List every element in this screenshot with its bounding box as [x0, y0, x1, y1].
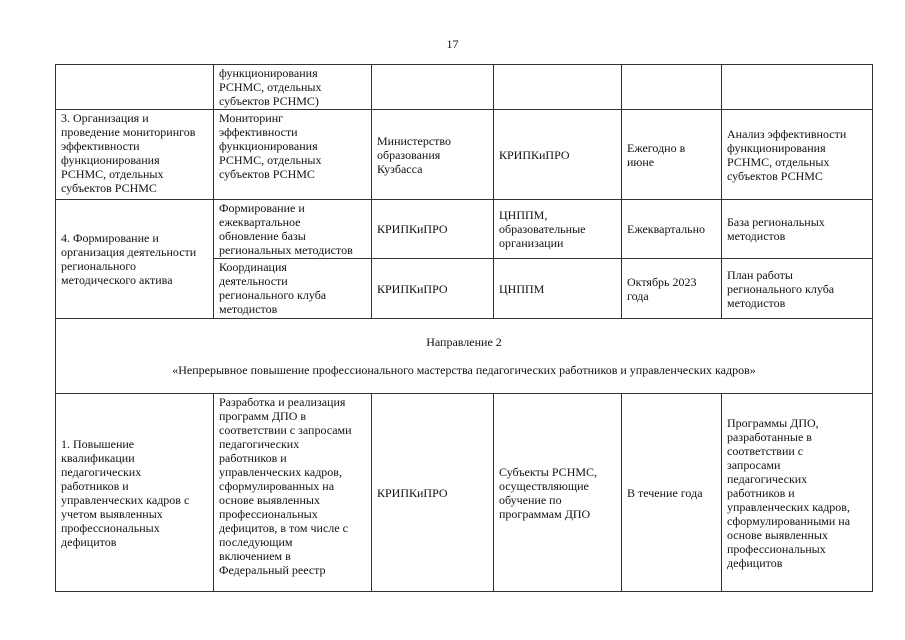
- participants-cell: КРИПКиПРО: [494, 110, 622, 200]
- activity-cell: 1. Повышение квалификации педагогических работников и управленческих кадров с учетом выявленных профессиональных дефицитов: [56, 394, 214, 592]
- table-row: [56, 394, 873, 592]
- direction-title: Направление 2: [426, 335, 502, 349]
- result-cell: Анализ эффективности функционирования РСНМС, отдельных субъектов РСНМС: [722, 110, 873, 200]
- activity-cell: 4. Формирование и организация деятельности регионального методического актива: [56, 200, 214, 319]
- table-cell: [494, 65, 622, 110]
- deadline-cell: Ежегодно в июне: [622, 110, 722, 200]
- direction-row: [56, 319, 873, 394]
- event-cell: Разработка и реализация программ ДПО в соответствии с запросами педагогических работников и управленческих кадров, сформулированных на основе выявленных профессиональных дефицитов, в том числе с последующим включением в Федеральный реестр: [214, 394, 372, 592]
- plan-table: [55, 64, 873, 592]
- event-cell: Мониторинг эффективности функционирования РСНМС, отдельных субъектов РСНМС: [214, 110, 372, 200]
- deadline-cell: В течение года: [622, 394, 722, 592]
- table-cell: [56, 65, 214, 110]
- result-cell: База региональных методистов: [722, 200, 873, 259]
- responsible-cell: Министерство образования Кузбасса: [372, 110, 494, 200]
- activity-cell: 3. Организация и проведение мониторингов эффективности функционирования РСНМС, отдельных субъектов РСНМС: [56, 110, 214, 200]
- participants-cell: ЦНППМ, образовательные организации: [494, 200, 622, 259]
- table-cell: [722, 65, 873, 110]
- table-row: [56, 110, 873, 200]
- table-row: [56, 65, 873, 110]
- table-cell: [372, 65, 494, 110]
- deadline-cell: Октябрь 2023 года: [622, 259, 722, 319]
- table-cell: функционирования РСНМС, отдельных субъектов РСНМС): [214, 65, 372, 110]
- responsible-cell: КРИПКиПРО: [372, 394, 494, 592]
- responsible-cell: КРИПКиПРО: [372, 259, 494, 319]
- responsible-cell: КРИПКиПРО: [372, 200, 494, 259]
- page-number: 17: [446, 37, 459, 51]
- participants-cell: Субъекты РСНМС, осуществляющие обучение по программам ДПО: [494, 394, 622, 592]
- table-cell: [622, 65, 722, 110]
- deadline-cell: Ежеквартально: [622, 200, 722, 259]
- result-cell: План работы регионального клуба методистов: [722, 259, 873, 319]
- event-cell: Координация деятельности регионального клуба методистов: [214, 259, 372, 319]
- table-row: [56, 200, 873, 259]
- direction-heading: [56, 319, 873, 394]
- direction-subtitle: «Непрерывное повышение профессионального мастерства педагогических работников и управленческих кадров»: [172, 363, 756, 377]
- event-cell: Формирование и ежеквартальное обновление базы региональных методистов: [214, 200, 372, 259]
- participants-cell: ЦНППМ: [494, 259, 622, 319]
- result-cell: Программы ДПО, разработанные в соответствии с запросами педагогических работников и управленческих кадров, сформулированными на основе выявленных профессиональных дефицитов: [722, 394, 873, 592]
